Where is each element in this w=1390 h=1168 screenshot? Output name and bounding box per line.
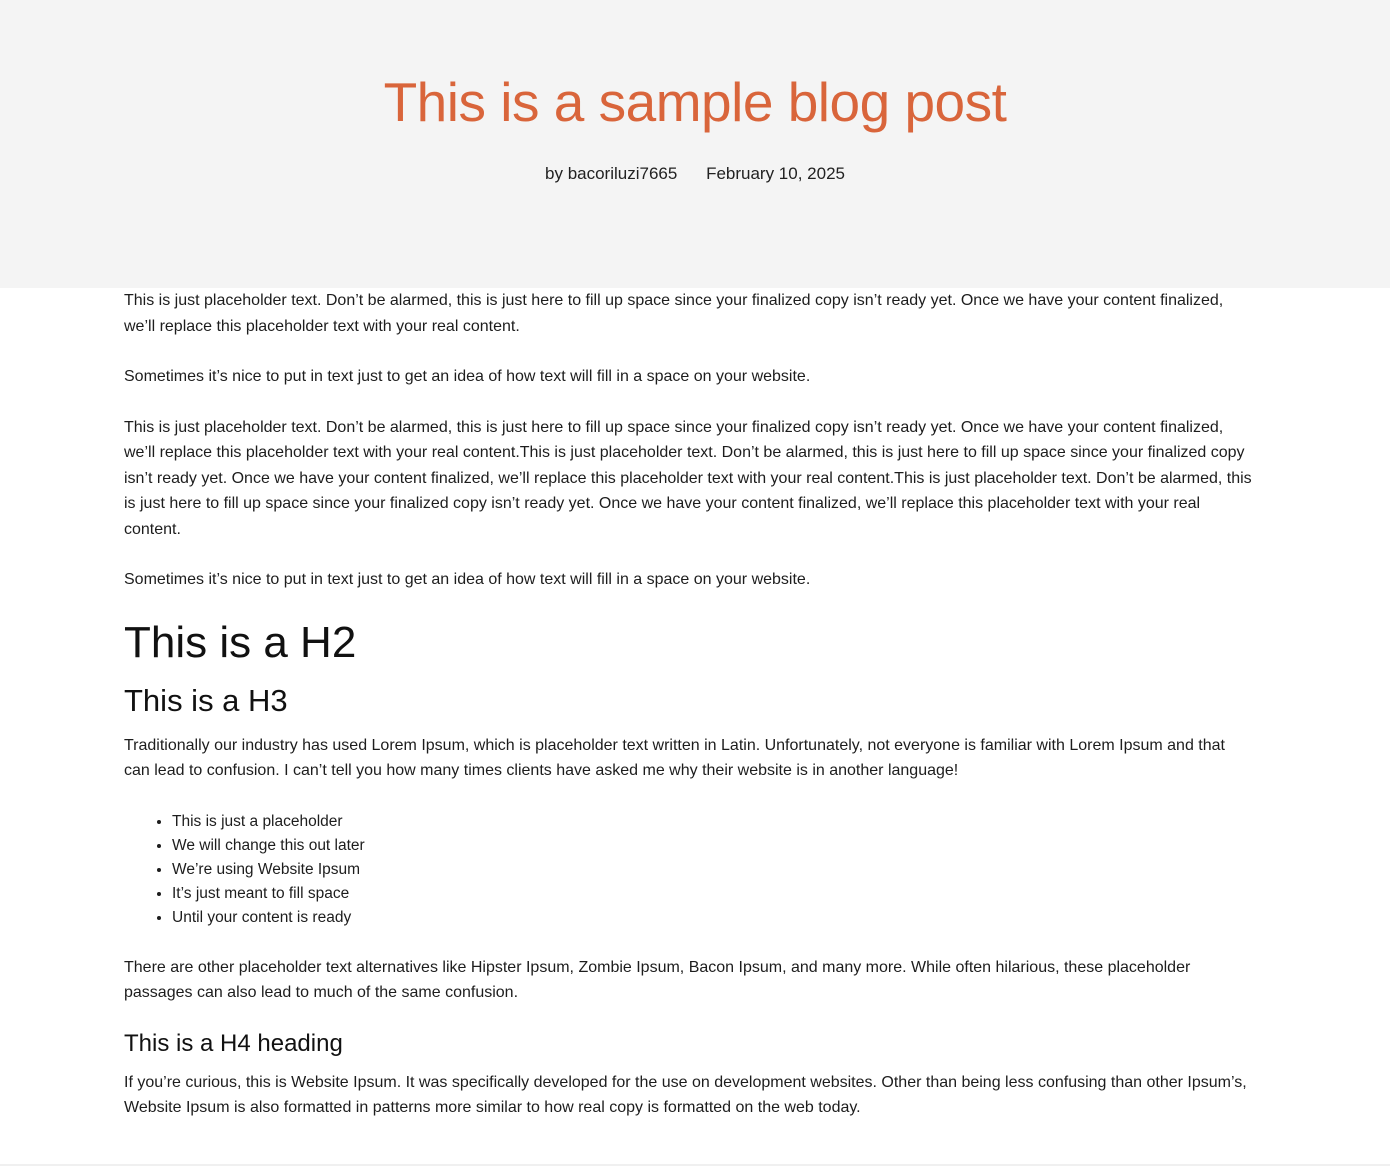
paragraph-7: If you’re curious, this is Website Ipsum. It was specifically developed for the use on development websites. Other than being less confusing than other Ipsum’s, Website Ipsum is also formatted in patterns more similar to how real copy is formatted on the web today. — [124, 1073, 1247, 1116]
post-date: February 10, 2025 — [706, 164, 845, 183]
post-title: This is a sample blog post — [383, 71, 1007, 133]
list-item: • We’re using Website Ipsum — [172, 858, 1254, 882]
list-item: • This is just a placeholder — [172, 810, 1254, 834]
paragraph-5: Traditionally our industry has used Lorem Ipsum, which is placeholder text written in Latin. Unfortunately, not everyone is familiar with Lorem Ipsum and that can lead to confusion. I can’t tell you how many times clients have asked me why their website is in another language! — [124, 736, 1225, 779]
post-author: by bacoriluzi7665 — [545, 164, 678, 183]
heading-h3: This is a H3 — [124, 682, 288, 718]
list-item: • Until your content is ready — [172, 906, 1254, 930]
bullet-list — [124, 810, 1254, 930]
heading-h4: This is a H4 heading — [124, 1029, 343, 1057]
post-header — [0, 0, 1390, 288]
paragraph-4: Sometimes it’s nice to put in text just to get an idea of how text will fill in a space on your website. — [124, 571, 811, 588]
paragraph-6: There are other placeholder text alternatives like Hipster Ipsum, Zombie Ipsum, Bacon Ipsum, and many more. While often hilarious, these placeholder passages can also lead to much of the same confusion. — [124, 958, 1191, 1001]
list-item: • It’s just meant to fill space — [172, 882, 1254, 906]
paragraph-2: Sometimes it’s nice to put in text just to get an idea of how text will fill in a space on your website. — [124, 368, 811, 385]
heading-h2: This is a H2 — [124, 617, 357, 667]
post-meta — [0, 162, 1390, 186]
bottom-divider — [0, 1164, 1390, 1166]
paragraph-3: This is just placeholder text. Don’t be alarmed, this is just here to fill up space since your finalized copy isn’t ready yet. Once we have your content finalized, we’ll replace this placeholder text with your real content.This is just placeholder text. Don’t be alarmed, this is just here to fill up space since your finalized copy isn’t ready yet. Once we have your content finalized, we’ll replace this placeholder text with your real content.This is just placeholder text. Don’t be alarmed, this is just here to fill up space since your finalized copy isn’t ready yet. Once we have your content finalized, we’ll replace this placeholder text with your real content. — [124, 418, 1252, 538]
list-item: • We will change this out later — [172, 834, 1254, 858]
paragraph-1: This is just placeholder text. Don’t be alarmed, this is just here to fill up space since your finalized copy isn’t ready yet. Once we have your content finalized, we’ll replace this placeholder text with your real content. — [124, 292, 1224, 335]
post-content — [124, 288, 1254, 1121]
